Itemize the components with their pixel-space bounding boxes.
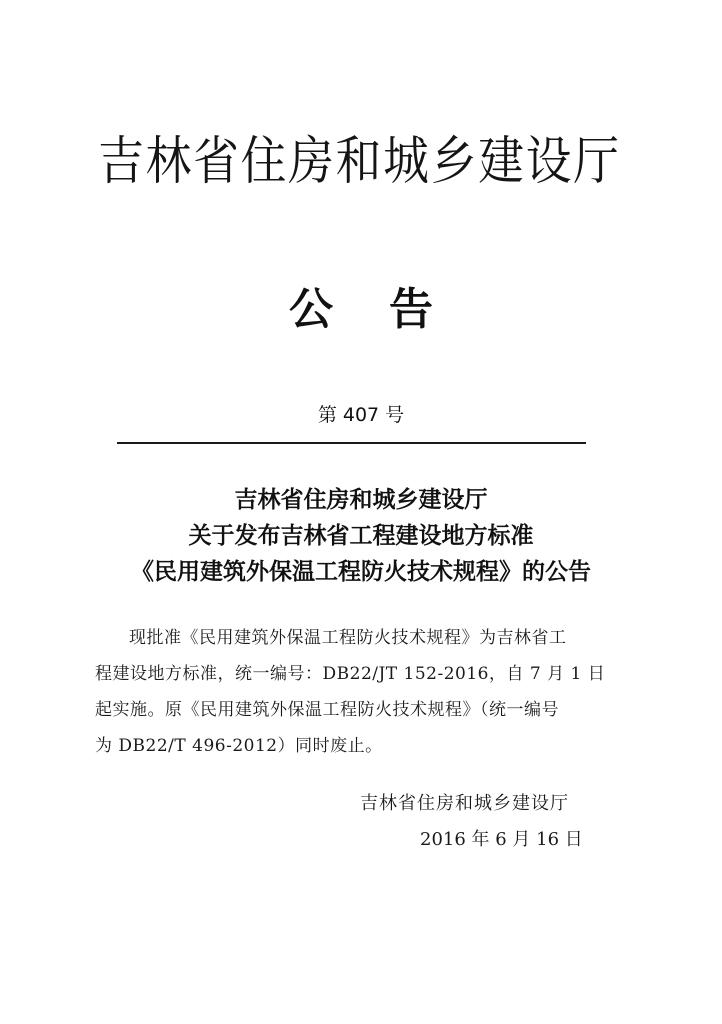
title-line-1: 吉林省住房和城乡建设厅: [234, 486, 488, 513]
signature-date: 2016 年 6 月 16 日: [420, 829, 583, 850]
body-line-2: 程建设地方标准，统一编号：DB22/JT 152-2016，自 7 月 1 日: [95, 664, 606, 684]
announcement-title: [0, 482, 722, 590]
title-line-3: 《民用建筑外保温工程防火技术规程》的公告: [131, 558, 591, 585]
body-line-4: 为 DB22/T 496-2012）同时废止。: [95, 736, 383, 756]
document-type-char-1: 公: [289, 284, 333, 335]
document-type-heading: [0, 280, 722, 340]
header-divider: [117, 442, 586, 444]
announcement-body: [95, 620, 615, 764]
body-line-1: 现批准《民用建筑外保温工程防火技术规程》为吉林省工: [129, 628, 567, 648]
document-type-char-2: 告: [389, 284, 433, 335]
title-line-2: 关于发布吉林省工程建设地方标准: [188, 522, 534, 549]
issuer-header: 吉林省住房和城乡建设厅: [98, 132, 621, 192]
document-number: 第 407 号: [317, 404, 405, 426]
body-line-3: 起实施。原《民用建筑外保温工程防火技术规程》（统一编号: [95, 700, 559, 720]
signature-block: [360, 786, 610, 858]
signature-organization: 吉林省住房和城乡建设厅: [360, 793, 569, 814]
